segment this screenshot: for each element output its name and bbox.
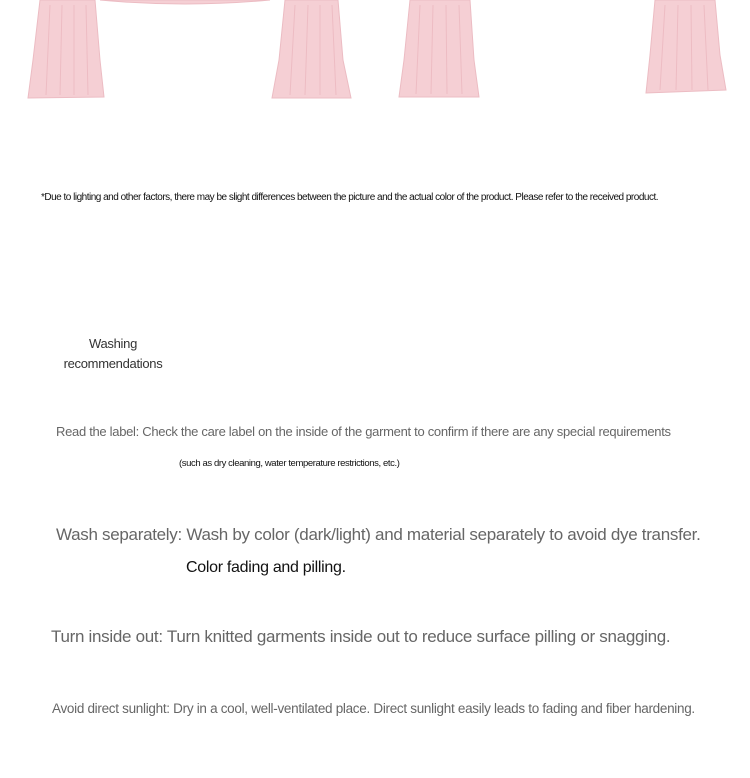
avoid-sunlight-tip: Avoid direct sunlight: Dry in a cool, well-ventilated place. Direct sunlight easily leads to fading and fiber hardening. (52, 701, 695, 716)
sleeve-center-left (272, 0, 351, 98)
sleeve-right (646, 0, 726, 93)
washing-title: Washing recommendations (63, 336, 163, 371)
sleeve-center-right (399, 0, 479, 97)
read-label-note: (such as dry cleaning, water temperature restrictions, etc.) (179, 458, 400, 469)
color-disclaimer: *Due to lighting and other factors, there may be slight differences between the picture and the actual color of the product. Please refer to the received product. (41, 192, 659, 203)
read-label-tip: Read the label: Check the care label on the inside of the garment to confirm if there are any special requirements (56, 424, 671, 439)
inside-out-tip: Turn inside out: Turn knitted garments inside out to reduce surface pilling or snagging. (51, 627, 671, 646)
sleeve-left (28, 0, 104, 98)
wash-separately-note: Color fading and pilling. (186, 559, 346, 576)
wash-separately-tip: Wash separately: Wash by color (dark/light) and material separately to avoid dye transfer. (56, 525, 701, 544)
garment-hem (100, 0, 270, 4)
product-image (0, 0, 750, 110)
